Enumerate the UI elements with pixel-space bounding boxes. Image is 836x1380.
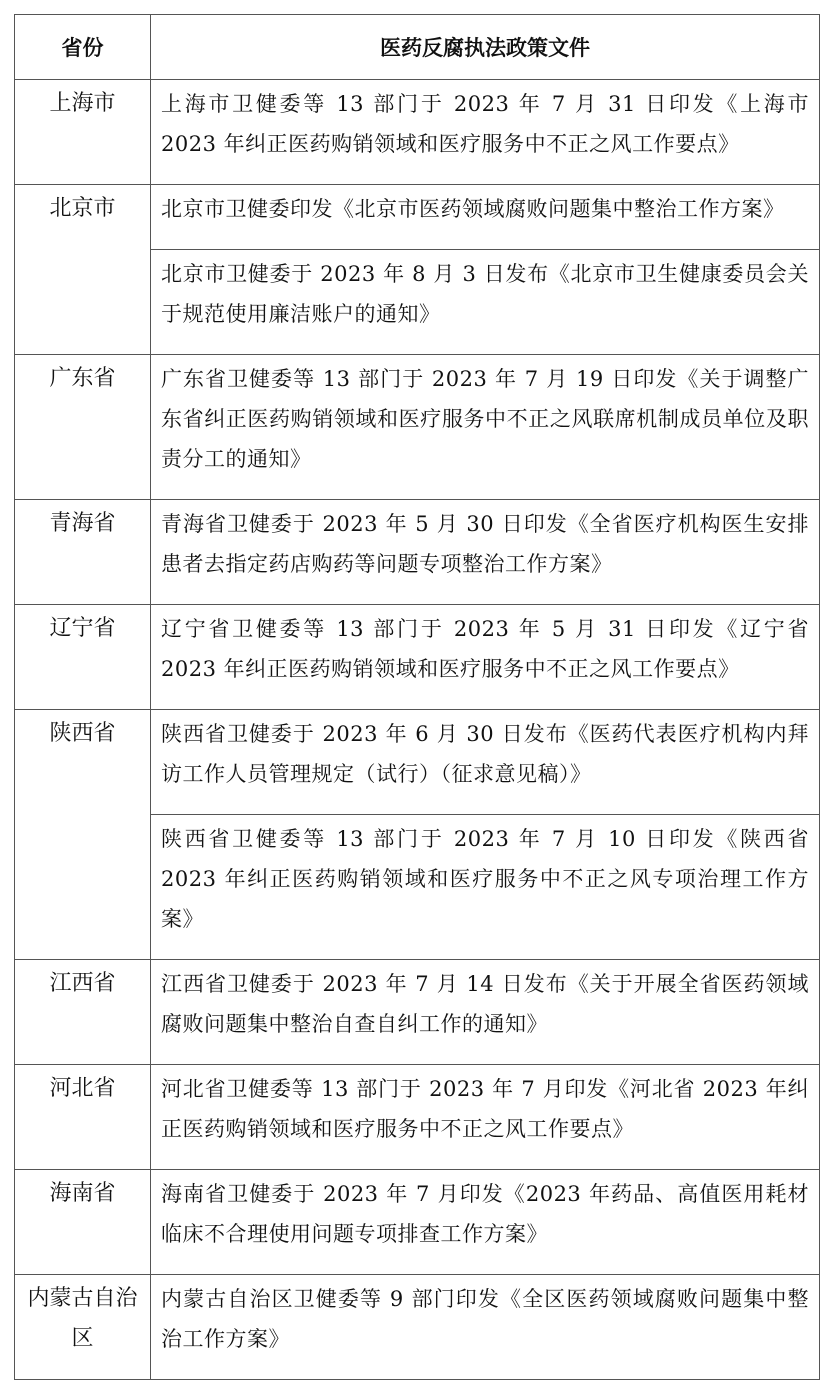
document-cell: 北京市卫健委于 2023 年 8 月 3 日发布《北京市卫生健康委员会关于规范使用廉洁账户的通知》 [151, 250, 820, 355]
table-row [15, 710, 820, 815]
policy-table [14, 14, 820, 1380]
document-cell: 内蒙古自治区卫健委等 9 部门印发《全区医药领域腐败问题集中整治工作方案》 [151, 1275, 820, 1380]
document-cell: 青海省卫健委于 2023 年 5 月 30 日印发《全省医疗机构医生安排患者去指定药店购药等问题专项整治工作方案》 [151, 500, 820, 605]
province-cell: 陕西省 [15, 710, 151, 960]
province-cell: 辽宁省 [15, 605, 151, 710]
document-cell: 江西省卫健委于 2023 年 7 月 14 日发布《关于开展全省医药领域腐败问题集中整治自查自纠工作的通知》 [151, 960, 820, 1065]
document-cell: 北京市卫健委印发《北京市医药领域腐败问题集中整治工作方案》 [151, 185, 820, 250]
table-row [15, 1170, 820, 1275]
table-row [15, 185, 820, 250]
province-cell: 广东省 [15, 355, 151, 500]
document-cell: 河北省卫健委等 13 部门于 2023 年 7 月印发《河北省 2023 年纠正医药购销领域和医疗服务中不正之风工作要点》 [151, 1065, 820, 1170]
table-row [15, 605, 820, 710]
table-row [15, 960, 820, 1065]
province-cell: 内蒙古自治区 [15, 1275, 151, 1380]
table-row [15, 80, 820, 185]
document-cell: 陕西省卫健委等 13 部门于 2023 年 7 月 10 日印发《陕西省 2023 年纠正医药购销领域和医疗服务中不正之风专项治理工作方案》 [151, 815, 820, 960]
document-cell: 辽宁省卫健委等 13 部门于 2023 年 5 月 31 日印发《辽宁省 2023 年纠正医药购销领域和医疗服务中不正之风工作要点》 [151, 605, 820, 710]
header-row [15, 15, 820, 80]
province-column-header: 省份 [15, 15, 151, 80]
table-row [15, 500, 820, 605]
document-cell: 广东省卫健委等 13 部门于 2023 年 7 月 19 日印发《关于调整广东省纠正医药购销领域和医疗服务中不正之风联席机制成员单位及职责分工的通知》 [151, 355, 820, 500]
document-cell: 上海市卫健委等 13 部门于 2023 年 7 月 31 日印发《上海市 2023 年纠正医药购销领域和医疗服务中不正之风工作要点》 [151, 80, 820, 185]
province-cell: 北京市 [15, 185, 151, 355]
table-row [15, 1275, 820, 1380]
province-cell: 海南省 [15, 1170, 151, 1275]
document-cell: 陕西省卫健委于 2023 年 6 月 30 日发布《医药代表医疗机构内拜访工作人员管理规定（试行）（征求意见稿）》 [151, 710, 820, 815]
document-cell: 海南省卫健委于 2023 年 7 月印发《2023 年药品、高值医用耗材临床不合理使用问题专项排查工作方案》 [151, 1170, 820, 1275]
province-cell: 江西省 [15, 960, 151, 1065]
document-column-header: 医药反腐执法政策文件 [151, 15, 820, 80]
table-row [15, 355, 820, 500]
province-cell: 上海市 [15, 80, 151, 185]
province-cell: 河北省 [15, 1065, 151, 1170]
table-row [15, 1065, 820, 1170]
province-cell: 青海省 [15, 500, 151, 605]
